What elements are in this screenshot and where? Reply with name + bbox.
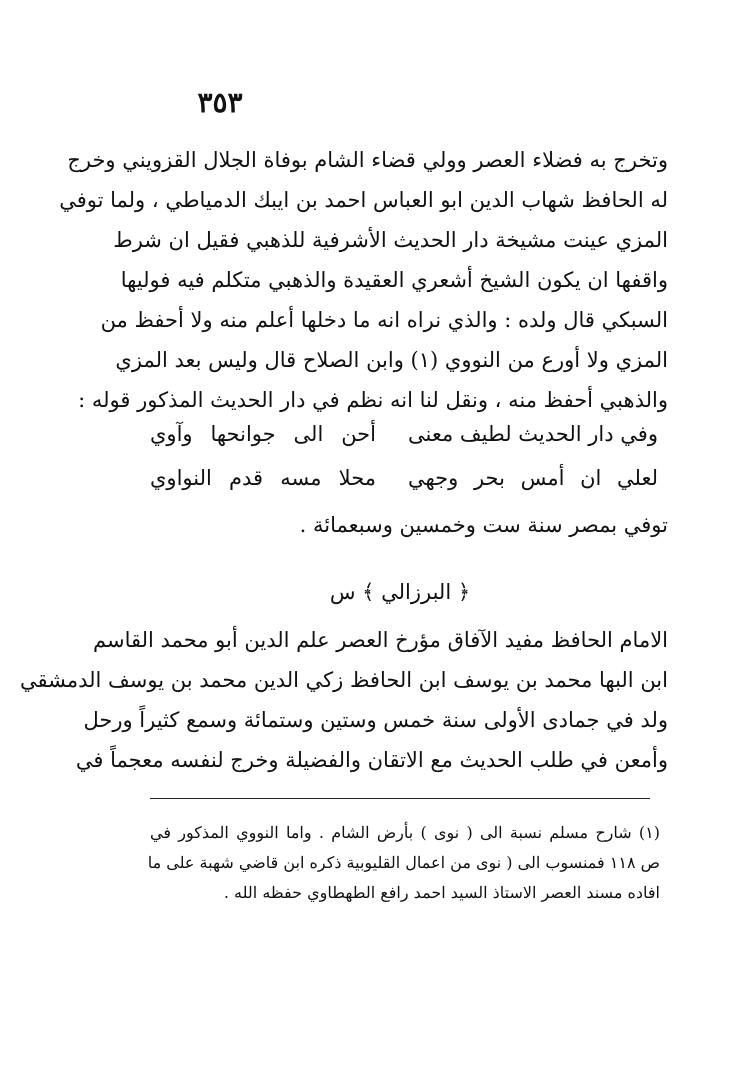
text-line: الامام الحافظ مفيد الآفاق مؤرخ العصر علم الدين أبو محمد القاسم <box>93 628 668 652</box>
text-line: وأمعن في طلب الحديث مع الاتقان والفضيلة وخرج لنفسه معجماً في <box>75 748 668 772</box>
text-line: واقفها ان يكون الشيخ أشعري العقيدة والذهبي متكلم فيه فوليها <box>120 268 668 292</box>
footnote-line: (١) شارح مسلم نسبة الى ( نوى ) بأرض الشام . واما النووي المذكور في <box>150 823 660 842</box>
footnote-line: ص ١١٨ فمنسوب الى ( نوى من اعمال القليوبية ذكره ابن قاضي شهبة على ما <box>147 853 660 872</box>
verse-first-hemistich: وفي دار الحديث لطيف معنى <box>408 422 658 446</box>
verse-second-hemistich: محلا مسه قدم النواوي <box>150 466 376 490</box>
text-line: ابن البها محمد بن يوسف ابن الحافظ زكي الدين محمد بن يوسف الدمشقي <box>20 668 668 692</box>
text-line: ولد في جمادى الأولى سنة خمس وستين وستمائة وسمع كثيراً ورحل <box>83 708 668 732</box>
footnote-divider <box>150 798 650 799</box>
text-line: السبكي قال ولده : والذي نراه انه ما دخلها أعلم منه ولا أحفظ من <box>100 308 668 332</box>
text-line: وتخرج به فضلاء العصر وولي قضاء الشام بوفاة الجلال القزويني وخرج <box>67 148 668 172</box>
verse-second-hemistich: أحن الى جوانحها وآوي <box>150 422 376 446</box>
text-line: توفي بمصر سنة ست وخمسين وسبعمائة . <box>299 513 668 537</box>
poem-verse <box>150 458 658 498</box>
section-heading: ﴿ البرزالي ﴾ س <box>329 580 471 604</box>
text-line: والذهبي أحفظ منه ، ونقل لنا انه نظم في دار الحديث المذكور قوله : <box>78 388 668 412</box>
poem-verse <box>150 414 658 454</box>
footnote-line: افاده مسند العصر الاستاذ السيد احمد رافع الطهطاوي حفظه الله . <box>223 883 660 902</box>
text-line: المزي ولا أورع من النووي (١) وابن الصلاح قال وليس بعد المزي <box>115 348 668 372</box>
text-line: له الحافظ شهاب الدين ابو العباس احمد بن ايبك الدمياطي ، ولما توفي <box>59 188 668 212</box>
page-number: ٣٥٣ <box>197 86 243 119</box>
verse-first-hemistich: لعلي ان أمس بحر وجهي <box>408 466 658 490</box>
text-line: المزي عينت مشيخة دار الحديث الأشرفية للذهبي فقيل ان شرط <box>113 228 668 252</box>
